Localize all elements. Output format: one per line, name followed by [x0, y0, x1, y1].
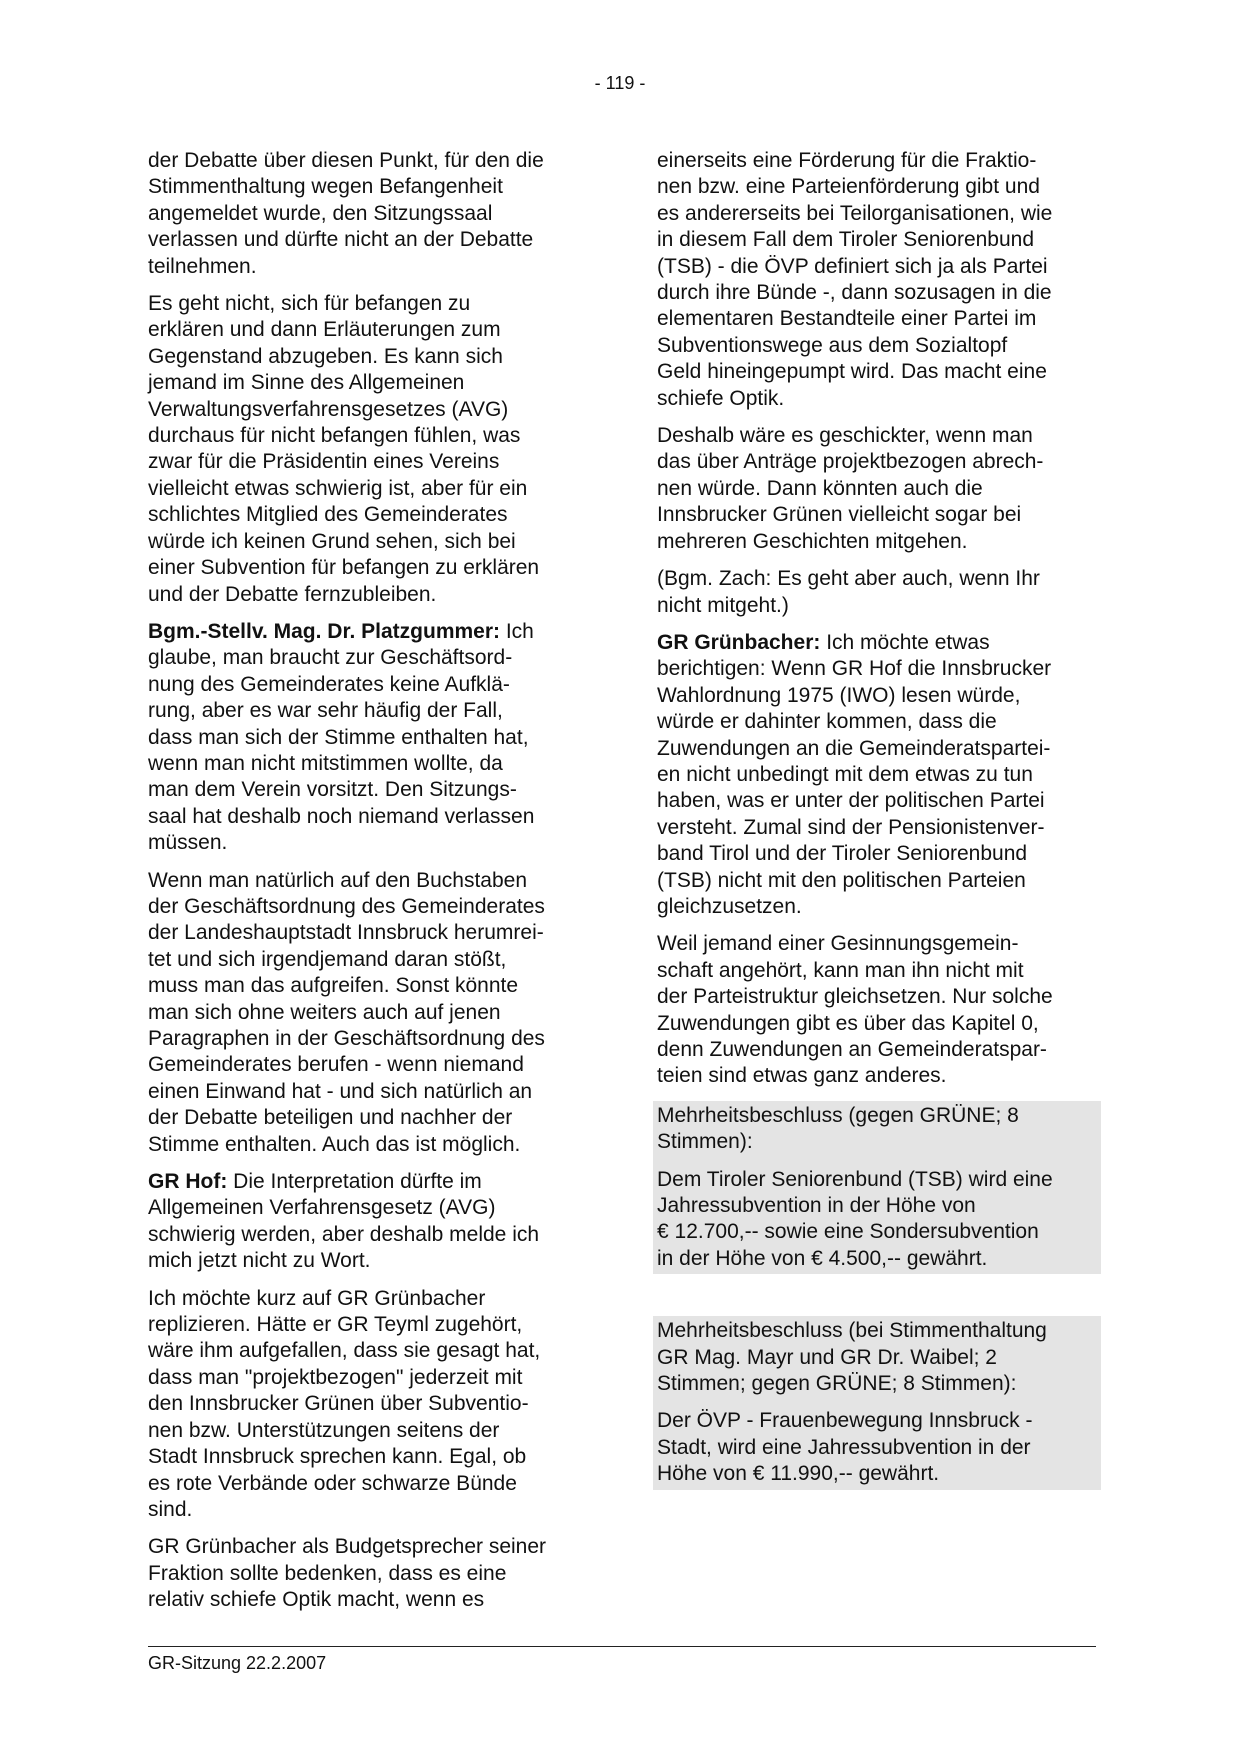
speaker-name: GR Hof: — [148, 1170, 228, 1194]
speech-text: Ich möchte etwas berichtigen: Wenn GR Hof die Innsbrucker Wahlordnung 1975 (IWO) lesen würde, würde er dahinter kommen, dass die Zuwendungen an die Gemeinderatspartei- en nicht unbedingt mit dem etwas zu tun haben, was er unter der politischen Partei versteht. Zumal sind der Pensionistenver- band Tirol und der Tiroler Seniorenbund (TSB) nicht mit den politischen Parteien gleichzusetzen. — [657, 630, 1052, 918]
page-number: - 119 - — [594, 73, 646, 93]
paragraph: Ich möchte kurz auf GR Grünbacher replizieren. Hätte er GR Teyml zugehört, wäre ihm aufgefallen, dass sie gesagt hat, dass man "projektbezogen" jederzeit mit den Innsbrucker Grünen über Subventio- nen bzw. Unterstützungen seitens der Stadt Innsbruck sprechen kann. Egal, ob es rote Verbände oder schwarze Bünde sind. — [148, 1286, 541, 1521]
resolution-box — [653, 1316, 1101, 1489]
spacer — [657, 1274, 1097, 1316]
right-column — [657, 148, 1097, 1490]
resolution-text: Dem Tiroler Seniorenbund (TSB) wird eine Jahressubvention in der Höhe von € 12.700,-- sowie eine Sondersubvention in der Höhe von € 4.500,-- gewährt. — [657, 1167, 1053, 1270]
speaker-paragraph — [148, 1169, 588, 1275]
paragraph: Weil jemand einer Gesinnungsgemein- schaft angehört, kann man ihn nicht mit der Parteistruktur gleichsetzen. Nur solche Zuwendungen gibt es über das Kapitel 0, denn Zuwendungen an Gemeinderatspar- teien sind etwas ganz anderes. — [657, 932, 1053, 1088]
left-column — [148, 148, 588, 1625]
footer-divider — [148, 1646, 1096, 1647]
speech-text: Ich glaube, man braucht zur Geschäftsord- nung des Gemeinderates keine Aufklä- rung, aber es war sehr häufig der Fall, dass man sich der Stimme enthalten hat, wenn man nicht mitstimmen wollte, da man dem Verein vorsitzt. Den Sitzungs- saal hat deshalb noch niemand verlassen müssen. — [148, 619, 535, 855]
interjection: (Bgm. Zach: Es geht aber auch, wenn Ihr nicht mitgeht.) — [657, 567, 1040, 617]
resolution-vote: Mehrheitsbeschluss (gegen GRÜNE; 8 Stimmen): — [657, 1103, 1019, 1154]
paragraph: einerseits eine Förderung für die Fraktio- nen bzw. eine Parteienförderung gibt und es andererseits bei Teilorganisationen, wie in diesem Fall dem Tiroler Seniorenbund (TSB) - die ÖVP definiert sich ja als Partei durch ihre Bünde -, dann sozusagen in die elementaren Bestandteile einer Partei im Subventionswege aus dem Sozialtopf Geld hineingepumpt wird. Das macht eine schiefe Optik. — [657, 149, 1053, 410]
paragraph: Deshalb wäre es geschickter, wenn man das über Anträge projektbezogen abrech- nen würde. Dann könnten auch die Innsbrucker Grünen vielleicht sogar bei mehreren Geschichten mitgehen. — [657, 424, 1044, 553]
paragraph: GR Grünbacher als Budgetsprecher seiner Fraktion sollte bedenken, dass es eine relativ schiefe Optik macht, wenn es — [148, 1535, 547, 1612]
paragraph: Es geht nicht, sich für befangen zu erklären und dann Erläuterungen zum Gegenstand abzugeben. Es kann sich jemand im Sinne des Allgemeinen Verwaltungsverfahrensgesetzes (AVG) durchaus für nicht befangen fühlen, was zwar für die Präsidentin eines Vereins vielleicht etwas schwierig ist, aber für ein schlichtes Mitglied des Gemeinderates würde ich keinen Grund sehen, sich bei einer Subvention für befangen zu erklären und der Debatte fernzubleiben. — [148, 292, 540, 606]
paragraph: Wenn man natürlich auf den Buchstaben der Geschäftsordnung des Gemeinderates der Landeshauptstadt Innsbruck herumrei- tet und sich irgendjemand daran stößt, muss man das aufgreifen. Sonst könnte man sich ohne weiters auch auf jenen Paragraphen in der Geschäftsordnung des Gemeinderates berufen - wenn niemand einen Einwand hat - und sich natürlich an der Debatte beteiligen und nachher der Stimme enthalten. Auch das ist möglich. — [148, 868, 545, 1156]
speaker-paragraph — [657, 630, 1097, 920]
footer-text: GR-Sitzung 22.2.2007 — [148, 1653, 327, 1673]
resolution-box — [653, 1101, 1101, 1274]
speaker-name: Bgm.-Stellv. Mag. Dr. Platzgummer: — [148, 619, 501, 643]
speech-text: Die Interpretation dürfte im Allgemeinen Verfahrensgesetz (AVG) schwierig werden, aber deshalb melde ich mich jetzt nicht zu Wort. — [148, 1170, 540, 1273]
speaker-paragraph — [148, 619, 588, 857]
paragraph: der Debatte über diesen Punkt, für den die Stimmenthaltung wegen Befangenheit angemeldet wurde, den Sitzungssaal verlassen und dürfte nicht an der Debatte teilnehmen. — [148, 149, 544, 278]
resolution-vote: Mehrheitsbeschluss (bei Stimmenthaltung GR Mag. Mayr und GR Dr. Waibel; 2 Stimmen; gegen GRÜNE; 8 Stimmen): — [657, 1319, 1047, 1396]
resolution-text: Der ÖVP - Frauenbewegung Innsbruck - Stadt, wird eine Jahressubvention in der Höhe von € 11.990,-- gewährt. — [657, 1409, 1033, 1486]
speaker-name: GR Grünbacher: — [657, 630, 821, 654]
